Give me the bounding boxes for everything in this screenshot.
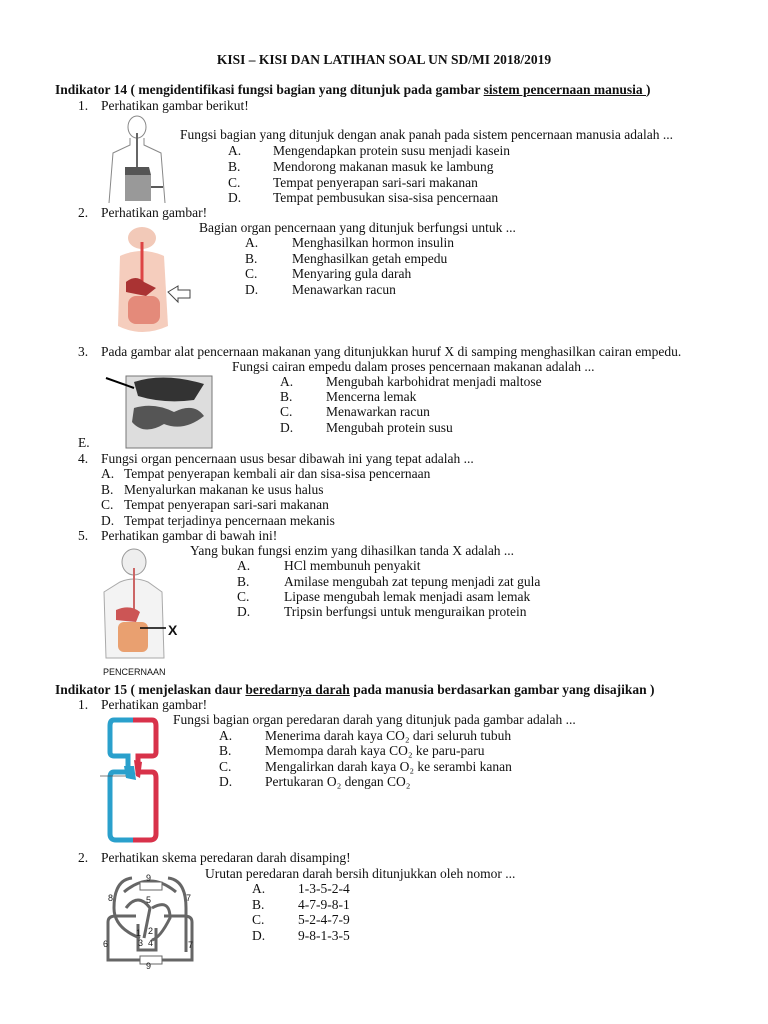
option-text: Menyaring gula darah (292, 266, 412, 281)
option-letter: D. (219, 774, 233, 789)
option-text: 4-7-9-8-1 (298, 897, 350, 912)
heading-underlined: beredarnya darah (245, 682, 350, 697)
option-letter: A. (237, 558, 251, 573)
option-letter: C. (101, 497, 114, 512)
arrow-icon (168, 286, 190, 302)
option-letter: B. (280, 389, 293, 404)
option-text: Tempat penyerapan kembali air dan sisa-sisa pencernaan (124, 466, 431, 481)
question-intro: Perhatikan gambar berikut! (101, 98, 249, 113)
question-stem: Yang bukan fungsi enzim yang dihasilkan tanda X adalah ... (190, 543, 515, 558)
digestion-figure (100, 548, 185, 663)
question-intro: Perhatikan skema peredaran darah disamping! (101, 850, 351, 865)
question-stem: Bagian organ pencernaan yang ditunjuk berfungsi untuk ... (199, 220, 516, 235)
option-letter: B. (228, 159, 241, 174)
heading-text: Indikator 14 ( mengidentifikasi fungsi bagian yang ditunjuk pada gambar (55, 82, 484, 97)
option-text: Lipase mengubah lemak menjadi asam lemak (284, 589, 531, 604)
indikator-15-heading (55, 682, 655, 698)
option-letter: A. (219, 728, 233, 743)
question-intro: Fungsi organ pencernaan usus besar dibawah ini yang tepat adalah ... (101, 451, 474, 466)
option-letter: B. (237, 574, 250, 589)
question-intro: Perhatikan gambar! (101, 205, 208, 220)
question-number: 1. (78, 98, 89, 113)
option-letter: E. (78, 435, 90, 450)
question-intro: Pada gambar alat pencernaan makanan yang ditunjukkan huruf X di samping menghasilkan cairan empedu. (101, 344, 682, 359)
option-text: Amilase mengubah zat tepung menjadi zat gula (284, 574, 541, 589)
option-text: Menyalurkan makanan ke usus halus (124, 482, 324, 497)
diagram-number: 7 (186, 893, 192, 903)
option-text: Tempat penyerapan sari-sari makanan (124, 497, 329, 512)
figure-marker-x: X (168, 622, 178, 638)
question-number: 5. (78, 528, 89, 543)
option-text: Tempat pembusukan sisa-sisa pencernaan (273, 190, 499, 205)
option-letter: B. (245, 251, 258, 266)
diagram-number: 2 (148, 926, 154, 936)
option-text: Mengendapkan protein susu menjadi kasein (273, 143, 510, 158)
heading-text: Indikator 15 ( menjelaskan daur (55, 682, 246, 697)
indikator-14-heading (55, 82, 651, 98)
diagram-number: 5 (146, 895, 152, 905)
option-letter: C. (245, 266, 258, 281)
option-letter: D. (245, 282, 259, 297)
option-letter: D. (280, 420, 294, 435)
option-letter: B. (101, 482, 114, 497)
diagram-number: 3 (138, 938, 144, 948)
heading-underlined: sistem pencernaan manusia (483, 82, 647, 97)
diagram-number: 7 (188, 940, 194, 950)
question-number: 4. (78, 451, 89, 466)
question-stem: Fungsi cairan empedu dalam proses pencernaan makanan adalah ... (232, 359, 595, 374)
option-letter: B. (252, 897, 265, 912)
option-letter: C. (252, 912, 265, 927)
circulation-figure (100, 716, 166, 846)
option-text: Pertukaran O₂ dengan CO₂ (265, 774, 411, 789)
option-text: Mendorong makanan masuk ke lambung (273, 159, 494, 174)
diagram-number: 6 (103, 939, 109, 949)
option-letter: B. (219, 743, 232, 758)
option-text: 5-2-4-7-9 (298, 912, 350, 927)
question-stem: Fungsi bagian yang ditunjuk dengan anak panah pada sistem pencernaan manusia adalah ... (180, 127, 673, 142)
option-text: Memompa darah kaya CO₂ ke paru-paru (265, 743, 485, 758)
option-text: HCl membunuh penyakit (284, 558, 421, 573)
option-text: Menawarkan racun (326, 404, 430, 419)
option-letter: A. (280, 374, 294, 389)
option-letter: C. (237, 589, 250, 604)
diagram-number: 8 (108, 893, 114, 903)
circulation-scheme-figure (100, 868, 200, 970)
question-number: 1. (78, 697, 89, 712)
option-letter: D. (228, 190, 242, 205)
digestive-system-figure (105, 113, 175, 205)
option-text: Menghasilkan hormon insulin (292, 235, 454, 250)
liver-intestine-figure (104, 372, 216, 450)
diagram-number: 9 (146, 873, 152, 883)
heading-suffix: ) (646, 82, 651, 97)
option-text: Menerima darah kaya CO₂ dari seluruh tubuh (265, 728, 512, 743)
option-text: Mengalirkan darah kaya O₂ ke serambi kanan (265, 759, 512, 774)
diagram-number: 4 (148, 938, 154, 948)
figure-label: PENCERNAAN (103, 667, 166, 677)
option-text: Tempat terjadinya pencernaan mekanis (124, 513, 335, 528)
question-intro: Perhatikan gambar di bawah ini! (101, 528, 278, 543)
option-letter: A. (228, 143, 242, 158)
question-number: 2. (78, 205, 89, 220)
option-letter: D. (101, 513, 115, 528)
option-text: Menghasilkan getah empedu (292, 251, 448, 266)
digestive-organs-figure (110, 226, 192, 338)
question-number: 3. (78, 344, 89, 359)
question-intro: Perhatikan gambar! (101, 697, 208, 712)
option-text: 9-8-1-3-5 (298, 928, 350, 943)
document-title: KISI – KISI DAN LATIHAN SOAL UN SD/MI 2018/2019 (216, 52, 552, 67)
option-letter: C. (219, 759, 232, 774)
option-letter: C. (228, 175, 241, 190)
option-letter: A. (245, 235, 259, 250)
option-text: Tripsin berfungsi untuk menguraikan protein (284, 604, 527, 619)
question-stem: Urutan peredaran darah bersih ditunjukkan oleh nomor ... (205, 866, 516, 881)
option-text: Mencerna lemak (326, 389, 417, 404)
diagram-number: 1 (136, 928, 142, 938)
diagram-number: 9 (146, 961, 152, 970)
option-text: Menawarkan racun (292, 282, 396, 297)
option-text: Mengubah karbohidrat menjadi maltose (326, 374, 542, 389)
option-letter: A. (101, 466, 115, 481)
option-letter: D. (237, 604, 251, 619)
option-text: Tempat penyerapan sari-sari makanan (273, 175, 478, 190)
question-number: 2. (78, 850, 89, 865)
option-text: 1-3-5-2-4 (298, 881, 350, 896)
option-letter: D. (252, 928, 266, 943)
heading-suffix: pada manusia berdasarkan gambar yang disajikan ) (349, 682, 655, 697)
option-text: Mengubah protein susu (326, 420, 453, 435)
option-letter: C. (280, 404, 293, 419)
question-stem: Fungsi bagian organ peredaran darah yang ditunjuk pada gambar adalah ... (173, 712, 576, 727)
option-letter: A. (252, 881, 266, 896)
